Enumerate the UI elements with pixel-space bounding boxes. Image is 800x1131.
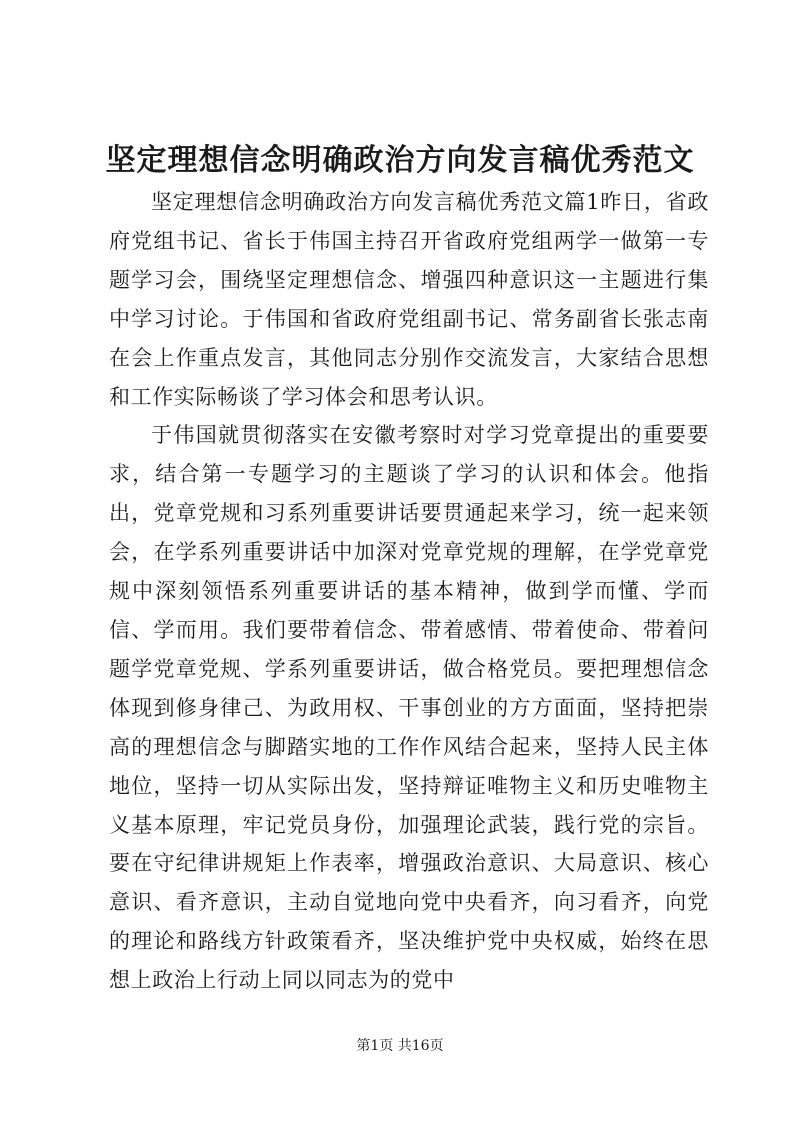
page-number-footer: 第1页 共16页 [356, 1038, 444, 1054]
document-body [109, 183, 709, 1000]
document-title: 坚定理想信念明确政治方向发言稿优秀范文 [105, 143, 695, 178]
paragraph-1: 坚定理想信念明确政治方向发言稿优秀范文篇1昨日，省政府党组书记、省长于伟国主持召开省政府党组两学一做第一专题学习会，围绕坚定理想信念、增强四种意识这一主题进行集中学习讨论。于伟国和省政府党组副书记、常务副省长张志南在会上作重点发言，其他同志分别作交流发言，大家结合思想和工作实际畅谈了学习体会和思考认识。 [109, 190, 709, 409]
paragraph-2: 于伟国就贯彻落实在安徽考察时对学习党章提出的重要要求，结合第一专题学习的主题谈了学习的认识和体会。他指出，党章党规和习系列重要讲话要贯通起来学习，统一起来领会，在学系列重要讲话中加深对党章党规的理解，在学党章党规中深刻领悟系列重要讲话的基本精神，做到学而懂、学而信、学而用。我们要带着信念、带着感情、带着使命、带着问题学党章党规、学系列重要讲话，做合格党员。要把理想信念体现到修身律己、为政用权、干事创业的方方面面，坚持把崇高的理想信念与脚踏实地的工作作风结合起来，坚持人民主体地位，坚持一切从实际出发，坚持辩证唯物主义和历史唯物主义基本原理，牢记党员身份，加强理论武装，践行党的宗旨。要在守纪律讲规矩上作表率，增强政治意识、大局意识、核心意识、看齐意识，主动自觉地向党中央看齐，向习看齐，向党的理论和路线方针政策看齐，坚决维护党中央权威，始终在思想上政治上行动上同以同志为的党中 [109, 423, 709, 993]
